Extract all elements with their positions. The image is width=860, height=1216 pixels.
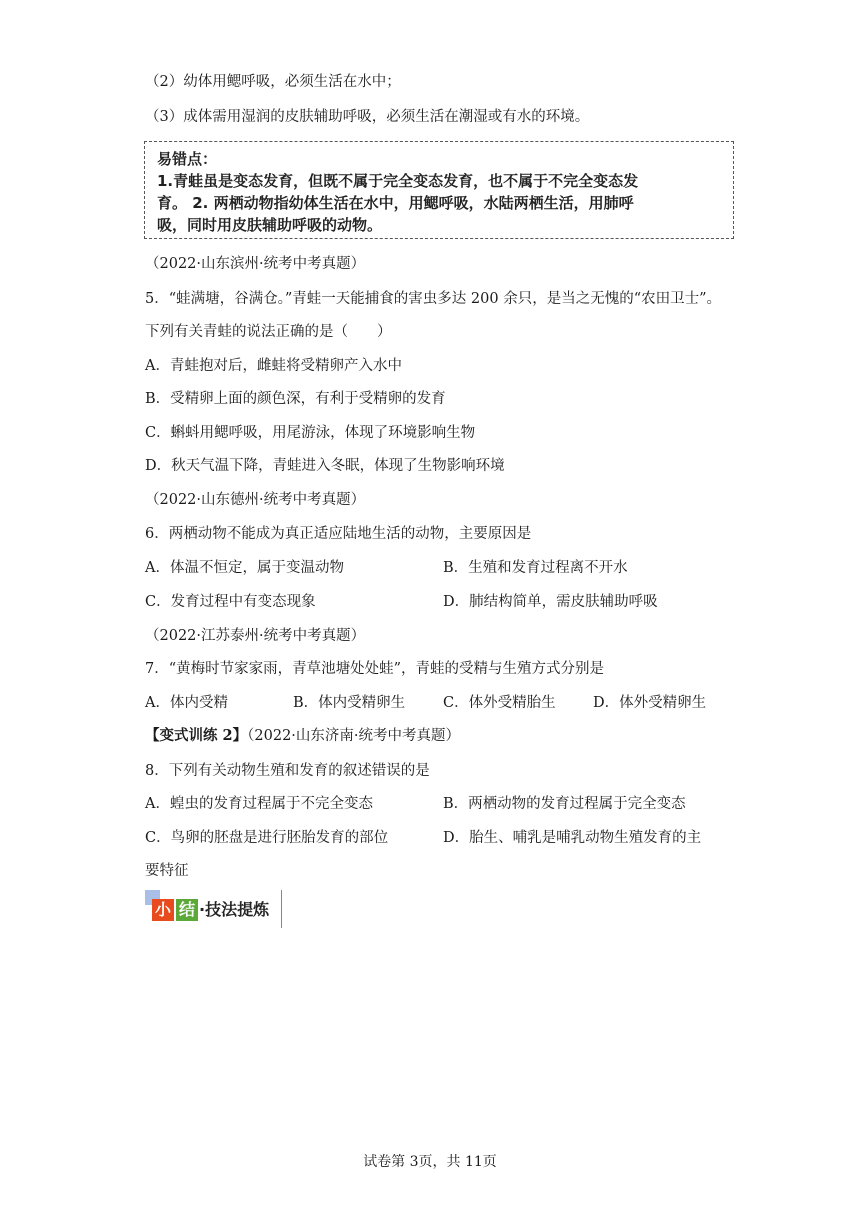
q7-stem: 7．“黄梅时节家家雨，青草池塘处处蛙”，青蛙的受精与生殖方式分别是: [145, 661, 605, 677]
q8-options-row1: [145, 794, 686, 814]
q6-options-row2: [145, 592, 658, 612]
q8-option-c: C．鸟卵的胚盘是进行胚胎发育的部位: [145, 830, 389, 846]
badge-char-xiao: 小: [152, 899, 174, 921]
q7-option-a: A．体内受精: [145, 695, 228, 711]
q8-stem: 8．下列有关动物生殖和发育的叙述错误的是: [145, 763, 430, 779]
q5-option-c: C．蝌蚪用鳃呼吸，用尾游泳，体现了环境影响生物: [145, 425, 476, 441]
q6-source: （2022·山东德州·统考中考真题）: [145, 492, 366, 508]
q8-source: （2022·山东济南·统考中考真题）: [247, 728, 461, 744]
q6-options-row1: [145, 558, 628, 578]
q8-option-a: A．蝗虫的发育过程属于不完全变态: [145, 796, 373, 812]
badge-text: ·技法提炼: [199, 900, 270, 919]
q7-option-b: B．体内受精卵生: [293, 695, 406, 711]
tip-title: 易错点：: [157, 150, 218, 168]
q5-option-b: B．受精卵上面的颜色深，有利于受精卵的发育: [145, 391, 446, 407]
q8-options-row2: [145, 828, 702, 848]
variant-label: 【变式训练 2】: [145, 727, 248, 744]
q6-stem: 6．两栖动物不能成为真正适应陆地生活的动物，主要原因是: [145, 526, 532, 542]
q6-option-c: C．发育过程中有变态现象: [145, 594, 316, 610]
q5-option-a: A．青蛙抱对后，雌蛙将受精卵产入水中: [145, 358, 402, 374]
answer-line-3: （3）成体需用湿润的皮肤辅助呼吸，必须生活在潮湿或有水的环境。: [145, 109, 590, 125]
summary-badge: [145, 890, 285, 928]
page-footer: 试卷第 3页，共 11页: [363, 1154, 497, 1170]
q5-stem: 5．“蛙满塘，谷满仓。”青蛙一天能捕食的害虫多达 200 余只，是当之无愧的“农田卫士”。: [145, 291, 722, 307]
answer-line-2: （2）幼体用鳃呼吸，必须生活在水中；: [145, 74, 401, 90]
tip-line: 育。 2. 两栖动物指幼体生活在水中，用鳃呼吸，水陆两栖生活，用肺呼: [157, 194, 634, 212]
badge-char-jie: 结: [176, 899, 198, 921]
q7-option-d: D．体外受精卵生: [593, 695, 707, 711]
q5-option-d: D．秋天气温下降，青蛙进入冬眠，体现了生物影响环境: [145, 458, 505, 474]
tip-line: 1.青蛙虽是变态发育，但既不属于完全变态发育，也不属于不完全变态发: [157, 172, 639, 190]
q5-source: （2022·山东滨州·统考中考真题）: [145, 256, 366, 272]
error-tip-box: [144, 141, 734, 239]
q7-source: （2022·江苏泰州·统考中考真题）: [145, 628, 366, 644]
q7-option-c: C．体外受精胎生: [443, 695, 556, 711]
q8-header: [145, 726, 460, 746]
q8-option-b: B．两栖动物的发育过程属于完全变态: [443, 796, 686, 812]
q7-options: [145, 693, 725, 713]
q8-option-d: D．胎生、哺乳是哺乳动物生殖发育的主: [443, 830, 702, 846]
q8-option-d-continued: 要特征: [145, 863, 189, 879]
q6-option-b: B．生殖和发育过程离不开水: [443, 560, 628, 576]
q6-option-a: A．体温不恒定，属于变温动物: [145, 560, 344, 576]
q5-stem: 下列有关青蛙的说法正确的是（ ）: [145, 324, 392, 340]
badge-divider: [281, 890, 282, 928]
q6-option-d: D．肺结构简单，需皮肤辅助呼吸: [443, 594, 658, 610]
tip-line: 吸，同时用皮肤辅助呼吸的动物。: [157, 216, 383, 234]
